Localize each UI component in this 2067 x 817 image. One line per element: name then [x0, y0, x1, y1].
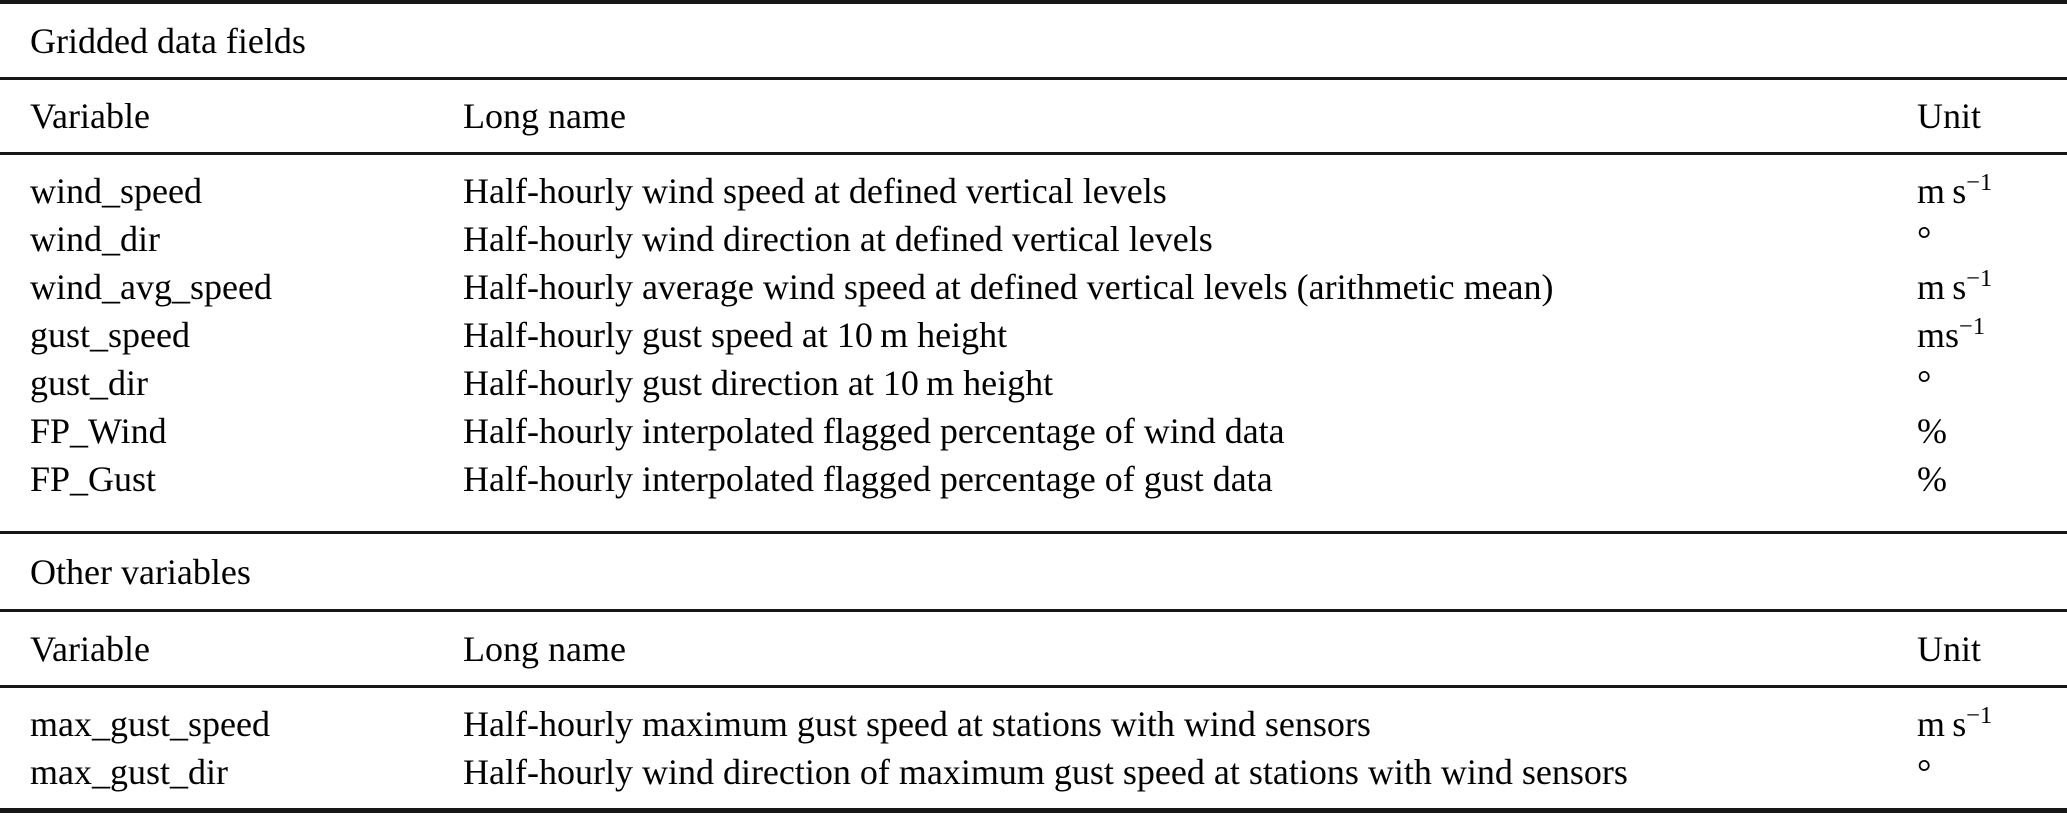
table-header-row — [0, 80, 2067, 152]
section-title-other-variables — [0, 534, 2067, 609]
table-row — [0, 407, 2067, 455]
unit-exponent: −1 — [1966, 169, 1993, 196]
unit-cell — [1917, 455, 2067, 503]
unit-cell — [1917, 359, 2067, 407]
variable-cell: wind_dir — [30, 219, 160, 259]
unit-exponent: −1 — [1959, 313, 1986, 340]
long-name-cell: Half-hourly average wind speed at defined vertical levels (arithmetic mean) — [463, 267, 1554, 307]
unit-cell — [1917, 700, 2067, 748]
variable-cell: gust_speed — [30, 315, 190, 355]
unit-cell — [1917, 167, 2067, 215]
unit-base: ms — [1917, 315, 1960, 355]
unit-exponent: −1 — [1966, 702, 1993, 729]
variable-cell: wind_avg_speed — [30, 267, 272, 307]
column-header-variable: Variable — [30, 628, 150, 669]
variable-cell: FP_Gust — [30, 459, 157, 499]
long-name-cell: Half-hourly wind direction of maximum gust speed at stations with wind sensors — [463, 752, 1628, 792]
table-header-row — [0, 612, 2067, 685]
column-header-variable: Variable — [30, 96, 150, 136]
long-name-cell: Half-hourly interpolated flagged percentage of wind data — [463, 411, 1285, 451]
column-header-long-name: Long name — [463, 628, 626, 669]
table-row — [0, 215, 2067, 263]
unit-base: ° — [1917, 219, 1932, 259]
table-body-other-variables — [0, 688, 2067, 808]
unit-cell — [1917, 407, 2067, 455]
long-name-cell: Half-hourly gust direction at 10 m height — [463, 363, 1054, 403]
table-row — [0, 700, 2067, 748]
long-name-cell: Half-hourly interpolated flagged percentage of gust data — [463, 459, 1273, 499]
unit-base: % — [1917, 459, 1947, 499]
table-body-gridded-data-fields — [0, 155, 2067, 531]
table-row — [0, 263, 2067, 311]
section-title-text: Other variables — [30, 551, 251, 592]
unit-base: m s — [1917, 704, 1967, 744]
table-row — [0, 455, 2067, 503]
unit-base: m s — [1917, 171, 1967, 211]
variable-cell: wind_speed — [30, 171, 202, 211]
table-row — [0, 167, 2067, 215]
unit-base: ° — [1917, 363, 1932, 403]
unit-cell — [1917, 263, 2067, 311]
unit-base: % — [1917, 411, 1947, 451]
table-row — [0, 748, 2067, 796]
variable-cell: gust_dir — [30, 363, 149, 403]
variable-cell: max_gust_dir — [30, 752, 228, 792]
long-name-cell: Half-hourly gust speed at 10 m height — [463, 315, 1008, 355]
table-rule-bottom — [0, 808, 2067, 813]
unit-exponent: −1 — [1966, 265, 1993, 292]
table-row — [0, 359, 2067, 407]
variable-cell: max_gust_speed — [30, 704, 270, 744]
section-title-text: Gridded data fields — [30, 20, 306, 61]
long-name-cell: Half-hourly maximum gust speed at stations with wind sensors — [463, 704, 1371, 744]
unit-cell — [1917, 748, 2067, 796]
column-header-unit: Unit — [1917, 628, 1982, 669]
long-name-cell: Half-hourly wind direction at defined vertical levels — [463, 219, 1213, 259]
variable-cell: FP_Wind — [30, 411, 167, 451]
column-header-long-name: Long name — [463, 96, 626, 136]
unit-base: m s — [1917, 267, 1967, 307]
column-header-unit: Unit — [1917, 96, 1982, 136]
table-row — [0, 311, 2067, 359]
long-name-cell: Half-hourly wind speed at defined vertical levels — [463, 171, 1167, 211]
unit-base: ° — [1917, 752, 1932, 792]
unit-cell — [1917, 311, 2067, 359]
unit-cell — [1917, 215, 2067, 263]
section-title-gridded-data-fields — [0, 4, 2067, 77]
